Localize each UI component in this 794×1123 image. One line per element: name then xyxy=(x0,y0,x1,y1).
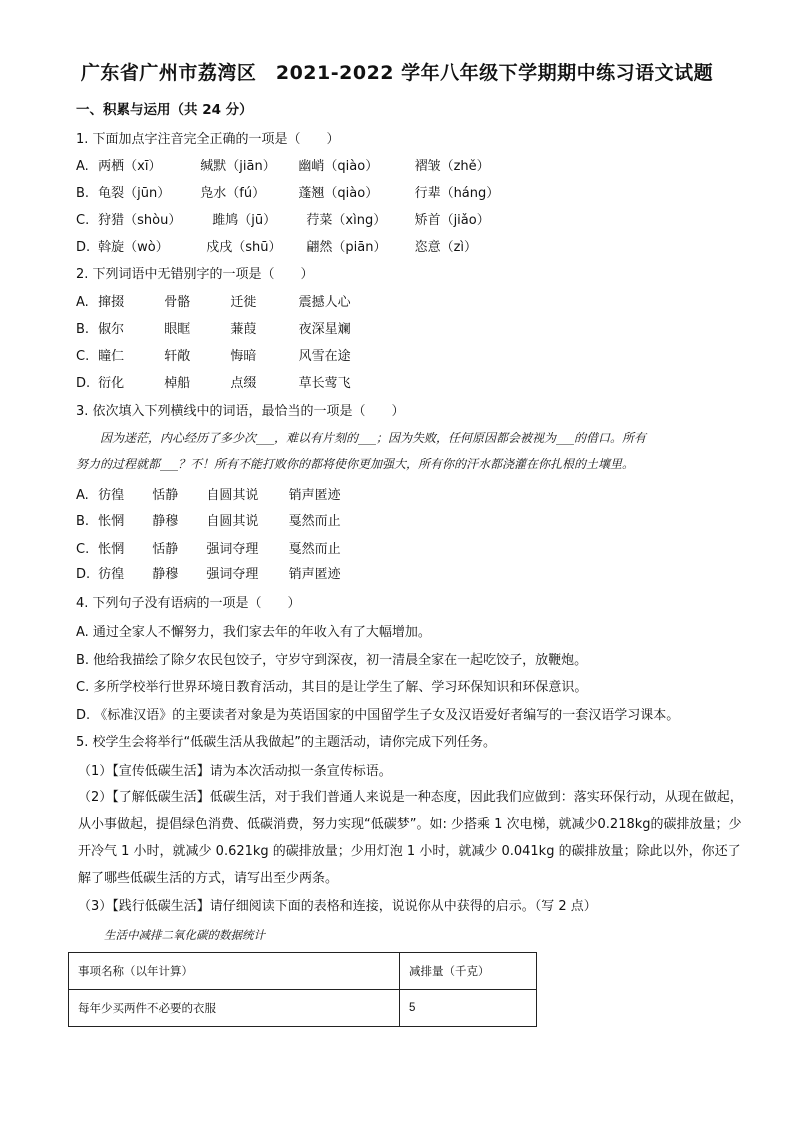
table-header-row xyxy=(69,953,537,990)
q2-option-c[interactable]: C. 瞳仁 轩敞 悔暗 风雪在途 xyxy=(76,349,351,364)
q1-option-c[interactable]: C. 狩猎（shòu） 雎鸠（jū） 荇菜（xìng） 矫首（jiǎo） xyxy=(76,213,490,228)
table-header-cell: 事项名称（以年计算） xyxy=(69,953,400,990)
q3-option-a[interactable]: A. 彷徨 恬静 自圆其说 销声匿迹 xyxy=(76,488,341,503)
question-2-stem: 2. 下列词语中无错别字的一项是（ ） xyxy=(76,267,314,282)
page-title: 广东省广州市荔湾区 2021-2022 学年八年级下学期期中练习语文试题 xyxy=(80,62,714,84)
q4-option-b[interactable]: B. 他给我描绘了除夕农民包饺子，守岁守到深夜，初一清晨全家在一起吃饺子，放鞭炮。 xyxy=(76,653,588,668)
question-5-stem: 5. 校学生会将举行“低碳生活从我做起”的主题活动，请你完成下列任务。 xyxy=(76,735,497,750)
table-cell: 每年少买两件不必要的衣服 xyxy=(69,990,400,1027)
q4-option-d[interactable]: D. 《标准汉语》的主要读者对象是为英语国家的中国留学生子女及汉语爱好者编写的一套汉语学习课本。 xyxy=(76,708,680,723)
q1-option-b[interactable]: B. 龟裂（jūn） 凫水（fú） 蓬翘（qiào） 行辈（háng） xyxy=(76,186,500,201)
question-3-passage: 因为迷茫，内心经历了多少次___，难以有片刻的___；因为失败，任何原因都会被视为___的借口。所有 努力的过程就都___？不！所有不能打败你的都将使你更加强大，所有你的汗水都浇灌在你扎根的土壤里。 xyxy=(76,431,647,471)
table-header-cell: 减排量（千克） xyxy=(400,953,537,990)
q4-option-c[interactable]: C. 多所学校举行世界环境日教育活动，其目的是让学生了解、学习环保知识和环保意识。 xyxy=(76,680,588,695)
q2-option-a[interactable]: A. 撺掇 骨骼 迁徙 震撼人心 xyxy=(76,295,351,310)
q1-option-a[interactable]: A. 两栖（xī） 缄默（jiān） 幽峭（qiào） 褶皱（zhě） xyxy=(76,159,490,174)
q2-option-b[interactable]: B. 俶尔 眼眶 蒹葭 夜深星斓 xyxy=(76,322,351,337)
q3-option-c[interactable]: C. 怅惘 恬静 强词夺理 戛然而止 xyxy=(76,542,341,557)
question-4-stem: 4. 下列句子没有语病的一项是（ ） xyxy=(76,596,301,611)
q3-option-d[interactable]: D. 彷徨 静穆 强词夺理 销声匿迹 xyxy=(76,567,341,582)
q3-option-b[interactable]: B. 怅惘 静穆 自圆其说 戛然而止 xyxy=(76,514,341,529)
question-1-stem: 1. 下面加点字注音完全正确的一项是（ ） xyxy=(76,132,340,147)
section-heading: 一、积累与运用（共 24 分） xyxy=(76,102,253,118)
emission-table xyxy=(68,952,537,1027)
q4-option-a[interactable]: A. 通过全家人不懈努力，我们家去年的年收入有了大幅增加。 xyxy=(76,625,431,640)
q5-task-1: （1）【宣传低碳生活】请为本次活动拟一条宣传标语。 xyxy=(78,764,392,779)
table-row xyxy=(69,990,537,1027)
q2-option-d[interactable]: D. 衍化 棹船 点缀 草长莺飞 xyxy=(76,376,351,391)
q1-option-d[interactable]: D. 斡旋（wò） 戍戌（shū） 翩然（piān） 恣意（zì） xyxy=(76,240,477,255)
table-caption: 生活中减排二氧化碳的数据统计 xyxy=(104,928,265,942)
q5-task-2: （2）【了解低碳生活】低碳生活，对于我们普通人来说是一种态度，因此我们应做到：落实环保行动，从现在做起，从小事做起，提倡绿色消费、低碳消费，努力实现“低碳梦”。如: 少搭乘 1 次电梯，就减少0.218kg的碳排放量；少开冷气 1 小时，就减少 0.621kg 的碳排放量；少用灯泡 1 小时，就减少 0.041kg 的碳排放量；除此以外，你还了解了哪些低碳生活的方式，请写出至少两条。 xyxy=(78,790,743,886)
q5-task-3: （3）【践行低碳生活】请仔细阅读下面的表格和连接，说说你从中获得的启示。（写 2 点） xyxy=(78,899,597,914)
question-3-stem: 3. 依次填入下列横线中的词语，最恰当的一项是（ ） xyxy=(76,404,405,419)
table-cell: 5 xyxy=(400,990,537,1027)
